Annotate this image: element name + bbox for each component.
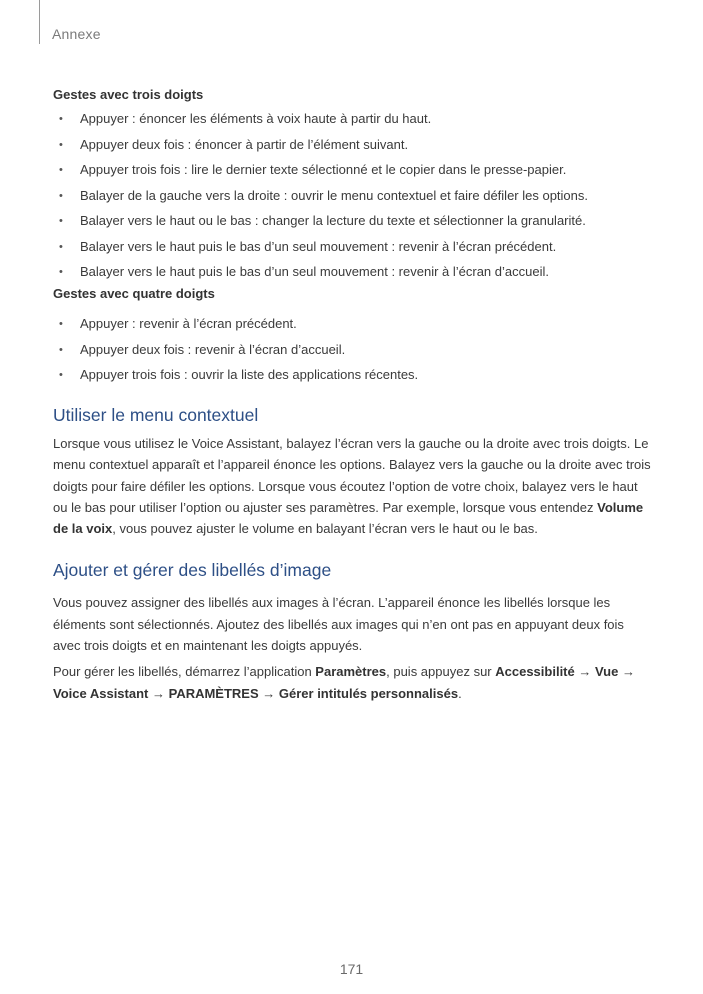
manage-labels-paragraph (53, 661, 653, 704)
list-item-text: Appuyer trois fois : lire le dernier texte sélectionné et le copier dans le presse-papier. (80, 162, 567, 177)
arrow-icon: → (574, 664, 595, 680)
list-item (53, 341, 653, 367)
bullet-icon: • (59, 164, 63, 176)
list-item (53, 366, 653, 384)
context-menu-text: Lorsque vous utilisez le Voice Assistant, balayez l’écran vers la gauche ou la droite avec trois doigts. Le menu contextuel apparaît et l’appareil énonce les options. Balayez vers la gauche ou la droite avec trois doigts pour faire défiler les options. Lorsque vous écoutez l’option de votre choix, balayez vers le haut ou le bas pour utiliser l’option ou ajuster ses paramètres. Par exemple, lorsque vous entendez (53, 436, 651, 515)
list-item-text: Balayer de la gauche vers la droite : ouvrir le menu contextuel et faire défiler les options. (80, 187, 588, 203)
accessibility-term: Accessibilité (495, 664, 575, 680)
four-finger-list (53, 315, 653, 384)
manage-labels-mid: , puis appuyez sur (386, 664, 496, 680)
header-label: Annexe (52, 26, 101, 42)
arrow-icon: → (618, 664, 635, 680)
list-item (53, 136, 653, 162)
context-menu-paragraph (53, 433, 653, 539)
page-number: 171 (339, 961, 364, 977)
list-item (53, 187, 653, 213)
context-menu-text-end: , vous pouvez ajuster le volume en balayant l’écran vers le haut ou le bas. (112, 521, 538, 537)
image-labels-paragraph: Vous pouvez assigner des libellés aux images à l’écran. L’appareil énonce les libellés lorsque les éléments sont sélectionnés. Ajoutez des libellés aux images qui n’en ont pas en appuyant deux fois avec trois doigts et en maintenant les doigts appuyés. (53, 595, 624, 654)
sentence-end: . (458, 685, 462, 701)
list-item-text: Appuyer : énoncer les éléments à voix haute à partir du haut. (80, 111, 432, 126)
arrow-icon: → (258, 685, 279, 701)
list-item-text: Balayer vers le haut puis le bas d’un seul mouvement : revenir à l’écran d’accueil. (80, 264, 549, 279)
list-item (53, 238, 653, 264)
bullet-icon: • (59, 189, 63, 202)
list-item-text: Balayer vers le haut ou le bas : changer la lecture du texte et sélectionner la granularité. (80, 213, 586, 228)
parameters-term: PARAMÈTRES (168, 685, 259, 701)
bullet-icon: • (59, 138, 63, 151)
bullet-icon: • (59, 215, 63, 227)
bullet-icon: • (59, 343, 63, 356)
list-item-text: Balayer vers le haut puis le bas d’un seul mouvement : revenir à l’écran précédent. (80, 238, 557, 254)
list-item (53, 212, 653, 238)
three-finger-title: Gestes avec trois doigts (53, 87, 204, 102)
list-item-text: Appuyer : revenir à l’écran précédent. (80, 316, 297, 331)
context-menu-heading: Utiliser le menu contextuel (53, 405, 259, 425)
list-item-text: Appuyer deux fois : revenir à l’écran d’accueil. (80, 341, 346, 357)
vision-term: Vue (594, 664, 619, 680)
arrow-icon: → (148, 685, 169, 701)
bullet-icon: • (59, 113, 63, 125)
bullet-icon: • (59, 369, 63, 381)
list-item (53, 110, 653, 136)
list-item (53, 161, 653, 187)
three-finger-list (53, 110, 653, 281)
bullet-icon: • (59, 266, 63, 278)
settings-app-term: Paramètres (315, 664, 387, 680)
header-rule (39, 0, 40, 44)
voice-volume-term: Volume de la voix (53, 499, 644, 537)
voice-assistant-term: Voice Assistant (53, 685, 149, 701)
list-item-text: Appuyer trois fois : ouvrir la liste des applications récentes. (80, 367, 419, 382)
list-item-text: Appuyer deux fois : énoncer à partir de l’élément suivant. (80, 136, 409, 152)
four-finger-title: Gestes avec quatre doigts (53, 286, 215, 301)
custom-labels-term: Gérer intitulés personnalisés (278, 685, 459, 701)
manage-labels-intro: Pour gérer les libellés, démarrez l’application (53, 664, 316, 680)
bullet-icon: • (59, 240, 63, 253)
image-labels-heading: Ajouter et gérer des libellés d’image (53, 560, 332, 581)
bullet-icon: • (59, 318, 63, 330)
page-content (53, 84, 653, 704)
list-item (53, 263, 653, 281)
list-item (53, 315, 653, 341)
